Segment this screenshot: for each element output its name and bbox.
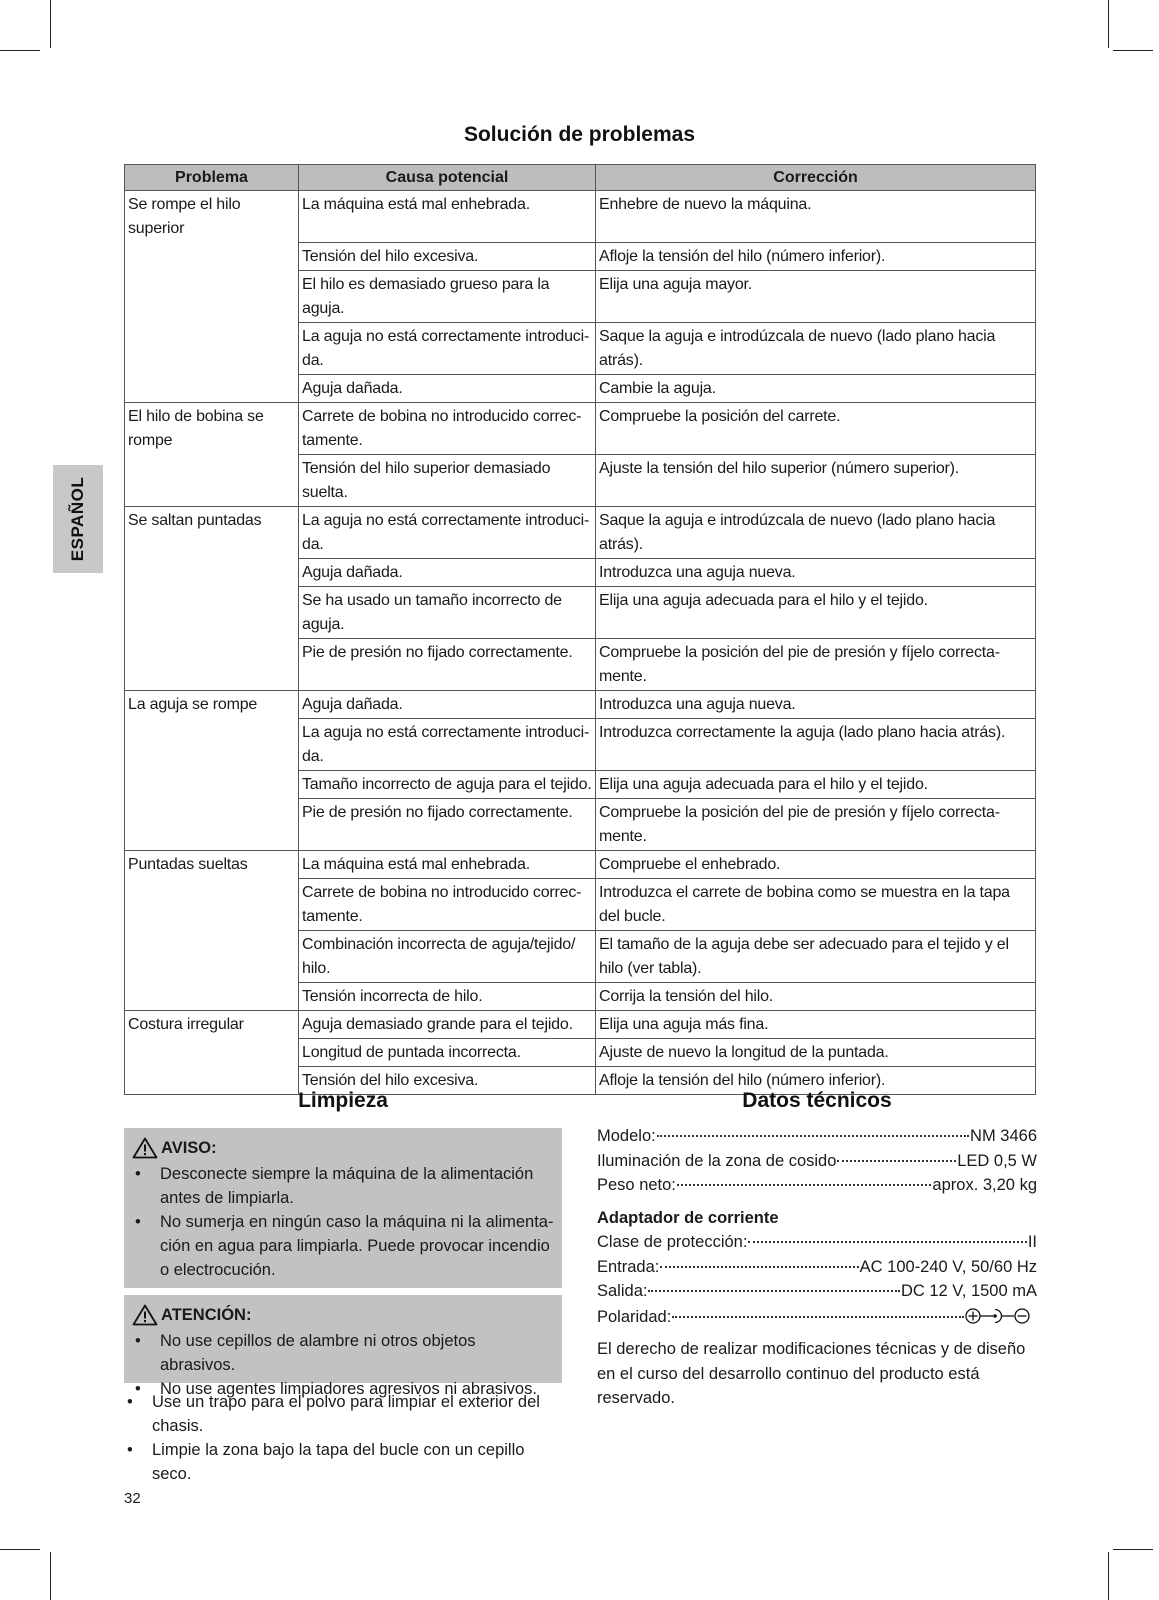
specs-note: El derecho de realizar modificaciones técnicas y de diseño en el curso del desarrollo continuo del producto está reservado. bbox=[597, 1340, 1026, 1407]
problem-cell bbox=[125, 770, 299, 798]
spec-label: Iluminación de la zona de cosido bbox=[597, 1151, 837, 1170]
leader-dots bbox=[677, 1184, 932, 1186]
fix-cell: Elija una aguja más fina. bbox=[596, 1010, 1036, 1038]
cause-cell: Pie de presión no fijado correctamente. bbox=[299, 638, 596, 690]
cause-cell: Aguja demasiado grande para el tejido. bbox=[299, 1010, 596, 1038]
spec-value: DC 12 V, 1500 mA bbox=[900, 1282, 1037, 1300]
crop-mark bbox=[0, 1549, 40, 1550]
cleaning-steps bbox=[124, 1390, 564, 1486]
table-row bbox=[125, 982, 1036, 1010]
cause-cell: Aguja dañada. bbox=[299, 690, 596, 718]
cause-cell: La máquina está mal enhebrada. bbox=[299, 850, 596, 878]
cause-cell: Pie de presión no fijado correctamente. bbox=[299, 798, 596, 850]
problem-cell bbox=[125, 930, 299, 982]
list-item: • No use cepillos de alambre ni otros objetos abrasivos. bbox=[132, 1329, 554, 1377]
fix-cell: Compruebe la posición del pie de presión y fíjelo correcta-mente. bbox=[596, 638, 1036, 690]
leader-dots bbox=[648, 1290, 899, 1292]
specs-title: Datos técnicos bbox=[742, 1089, 892, 1112]
column-header: Causa potencial bbox=[299, 165, 596, 191]
crop-mark bbox=[50, 0, 51, 48]
caution-box bbox=[124, 1295, 562, 1398]
table-row bbox=[125, 1010, 1036, 1038]
cause-cell: Carrete de bobina no introducido correc-tamente. bbox=[299, 402, 596, 454]
table-row bbox=[125, 191, 1036, 243]
table-row bbox=[125, 454, 1036, 506]
problem-cell bbox=[125, 242, 299, 270]
cause-cell: Tensión incorrecta de hilo. bbox=[299, 982, 596, 1010]
cause-cell: Aguja dañada. bbox=[299, 374, 596, 402]
spec-row-weight bbox=[597, 1173, 1037, 1198]
cleaning-title: Limpieza bbox=[298, 1089, 388, 1112]
problem-cell: Costura irregular bbox=[125, 1010, 299, 1038]
cause-cell: La aguja no está correctamente introduci-da. bbox=[299, 322, 596, 374]
cleaning-steps-list bbox=[124, 1390, 564, 1486]
leader-dots bbox=[748, 1241, 1026, 1243]
table-row bbox=[125, 638, 1036, 690]
troubleshooting-title: Solución de problemas bbox=[463, 123, 696, 146]
problem-cell bbox=[125, 798, 299, 850]
spec-row-input bbox=[597, 1255, 1037, 1280]
table-row bbox=[125, 878, 1036, 930]
caution-label: ATENCIÓN: bbox=[161, 1306, 252, 1324]
crop-mark bbox=[50, 1552, 51, 1600]
fix-cell: Corrija la tensión del hilo. bbox=[596, 982, 1036, 1010]
table-row bbox=[125, 558, 1036, 586]
fix-cell: Introduzca una aguja nueva. bbox=[596, 558, 1036, 586]
specs-block bbox=[597, 1124, 1037, 1411]
warning-list bbox=[132, 1162, 554, 1282]
fix-cell: Elija una aguja adecuada para el hilo y el tejido. bbox=[596, 586, 1036, 638]
list-item: • No sumerja en ningún caso la máquina ni la alimenta-ción en agua para limpiarla. Puede provocar incendio o electrocución. bbox=[132, 1210, 554, 1282]
spec-row-polarity bbox=[597, 1304, 1037, 1330]
table-row bbox=[125, 718, 1036, 770]
fix-cell: Elija una aguja mayor. bbox=[596, 270, 1036, 322]
spec-label: Salida: bbox=[597, 1282, 648, 1300]
crop-mark bbox=[1108, 1552, 1109, 1600]
cause-cell: Tensión del hilo excesiva. bbox=[299, 1066, 596, 1094]
fix-cell: Cambie la aguja. bbox=[596, 374, 1036, 402]
problem-cell bbox=[125, 638, 299, 690]
spec-label: Entrada: bbox=[597, 1257, 660, 1276]
list-item: • Limpie la zona bajo la tapa del bucle con un cepillo seco. bbox=[124, 1438, 564, 1486]
problem-cell: Se rompe el hilo superior bbox=[125, 191, 299, 243]
crop-mark bbox=[1113, 50, 1153, 51]
spec-label: Peso neto: bbox=[597, 1176, 676, 1194]
table-body bbox=[125, 191, 1036, 1095]
table-row bbox=[125, 270, 1036, 322]
problem-cell bbox=[125, 878, 299, 930]
cause-cell: El hilo es demasiado grueso para la aguja. bbox=[299, 270, 596, 322]
table-row bbox=[125, 506, 1036, 558]
fix-cell: Saque la aguja e introdúzcala de nuevo (lado plano hacia atrás). bbox=[596, 506, 1036, 558]
problem-cell bbox=[125, 718, 299, 770]
spec-value: LED 0,5 W bbox=[957, 1151, 1037, 1170]
crop-mark bbox=[0, 50, 40, 51]
adapter-subtitle: Adaptador de corriente bbox=[597, 1208, 779, 1227]
troubleshooting-table bbox=[124, 164, 1036, 1095]
crop-mark bbox=[1113, 1549, 1153, 1550]
fix-cell: Compruebe la posición del carrete. bbox=[596, 402, 1036, 454]
cause-cell: La aguja no está correctamente introduci-da. bbox=[299, 506, 596, 558]
cause-cell: Se ha usado un tamaño incorrecto de aguja. bbox=[299, 586, 596, 638]
spec-label: Clase de protección: bbox=[597, 1233, 748, 1251]
table-row bbox=[125, 242, 1036, 270]
problem-cell bbox=[125, 586, 299, 638]
column-header: Problema bbox=[125, 165, 299, 191]
spec-label: Polaridad: bbox=[597, 1307, 672, 1326]
fix-cell: Afloje la tensión del hilo (número inferior). bbox=[596, 1066, 1036, 1094]
list-item: • Use un trapo para el polvo para limpiar el exterior del chasis. bbox=[124, 1390, 564, 1438]
cause-cell: Aguja dañada. bbox=[299, 558, 596, 586]
fix-cell: Introduzca el carrete de bobina como se muestra en la tapa del bucle. bbox=[596, 878, 1036, 930]
problem-cell: Puntadas sueltas bbox=[125, 850, 299, 878]
problem-cell: Se saltan puntadas bbox=[125, 506, 299, 558]
problem-cell bbox=[125, 1038, 299, 1066]
problem-cell bbox=[125, 270, 299, 322]
spec-value: aprox. 3,20 kg bbox=[932, 1176, 1037, 1194]
fix-cell: Enhebre de nuevo la máquina. bbox=[596, 191, 1036, 243]
spec-row-light bbox=[597, 1149, 1037, 1174]
crop-mark bbox=[1108, 0, 1109, 48]
table-row bbox=[125, 690, 1036, 718]
cause-cell: Tamaño incorrecto de aguja para el tejido. bbox=[299, 770, 596, 798]
polarity-symbol-icon bbox=[965, 1307, 1037, 1325]
cause-cell: Longitud de puntada incorrecta. bbox=[299, 1038, 596, 1066]
fix-cell: Compruebe el enhebrado. bbox=[596, 850, 1036, 878]
fix-cell: Saque la aguja e introdúzcala de nuevo (lado plano hacia atrás). bbox=[596, 322, 1036, 374]
fix-cell: Introduzca correctamente la aguja (lado plano hacia atrás). bbox=[596, 718, 1036, 770]
warning-label: AVISO: bbox=[161, 1139, 217, 1157]
cause-cell: Tensión del hilo superior demasiado suelta. bbox=[299, 454, 596, 506]
spec-row-model bbox=[597, 1124, 1037, 1149]
list-item: • Desconecte siempre la máquina de la alimentación antes de limpiarla. bbox=[132, 1162, 554, 1210]
leader-dots bbox=[837, 1160, 956, 1162]
problem-cell bbox=[125, 982, 299, 1010]
page-number: 32 bbox=[124, 1490, 141, 1507]
problem-cell bbox=[125, 454, 299, 506]
fix-cell: Elija una aguja adecuada para el hilo y el tejido. bbox=[596, 770, 1036, 798]
warning-triangle-icon bbox=[132, 1304, 158, 1326]
table-row bbox=[125, 322, 1036, 374]
table-row bbox=[125, 402, 1036, 454]
spec-value: NM 3466 bbox=[970, 1127, 1037, 1145]
fix-cell: Ajuste de nuevo la longitud de la puntada. bbox=[596, 1038, 1036, 1066]
spec-row-class bbox=[597, 1230, 1037, 1255]
cause-cell: Carrete de bobina no introducido correc-tamente. bbox=[299, 878, 596, 930]
spec-row-output bbox=[597, 1279, 1037, 1304]
problem-cell bbox=[125, 374, 299, 402]
problem-cell: El hilo de bobina se rompe bbox=[125, 402, 299, 454]
fix-cell: Ajuste la tensión del hilo superior (número superior). bbox=[596, 454, 1036, 506]
leader-dots bbox=[672, 1316, 964, 1318]
table-row bbox=[125, 586, 1036, 638]
column-header: Corrección bbox=[596, 165, 1036, 191]
list-item: • No use agentes limpiadores agresivos ni abrasivos. bbox=[132, 1377, 554, 1401]
warning-box bbox=[124, 1128, 562, 1288]
table-row bbox=[125, 1038, 1036, 1066]
leader-dots bbox=[660, 1266, 858, 1268]
language-tab-label: ESPAÑOL bbox=[68, 476, 88, 562]
table-row bbox=[125, 770, 1036, 798]
fix-cell: Introduzca una aguja nueva. bbox=[596, 690, 1036, 718]
leader-dots bbox=[657, 1135, 969, 1137]
spec-value: II bbox=[1027, 1233, 1037, 1251]
table-row bbox=[125, 798, 1036, 850]
fix-cell: El tamaño de la aguja debe ser adecuado para el tejido y el hilo (ver tabla). bbox=[596, 930, 1036, 982]
language-tab bbox=[53, 465, 103, 573]
cause-cell: Combinación incorrecta de aguja/tejido/ hilo. bbox=[299, 930, 596, 982]
spec-value: AC 100-240 V, 50/60 Hz bbox=[859, 1257, 1037, 1276]
cause-cell: La máquina está mal enhebrada. bbox=[299, 191, 596, 243]
spec-label: Modelo: bbox=[597, 1127, 656, 1145]
warning-triangle-icon bbox=[132, 1137, 158, 1159]
table-header-row bbox=[125, 165, 1036, 191]
cause-cell: Tensión del hilo excesiva. bbox=[299, 242, 596, 270]
table-row bbox=[125, 930, 1036, 982]
caution-heading bbox=[132, 1303, 554, 1327]
problem-cell bbox=[125, 322, 299, 374]
fix-cell: Afloje la tensión del hilo (número inferior). bbox=[596, 242, 1036, 270]
table-row bbox=[125, 374, 1036, 402]
warning-heading bbox=[132, 1136, 554, 1160]
table-row bbox=[125, 850, 1036, 878]
cause-cell: La aguja no está correctamente introduci-da. bbox=[299, 718, 596, 770]
fix-cell: Compruebe la posición del pie de presión y fíjelo correcta-mente. bbox=[596, 798, 1036, 850]
problem-cell: La aguja se rompe bbox=[125, 690, 299, 718]
problem-cell bbox=[125, 558, 299, 586]
